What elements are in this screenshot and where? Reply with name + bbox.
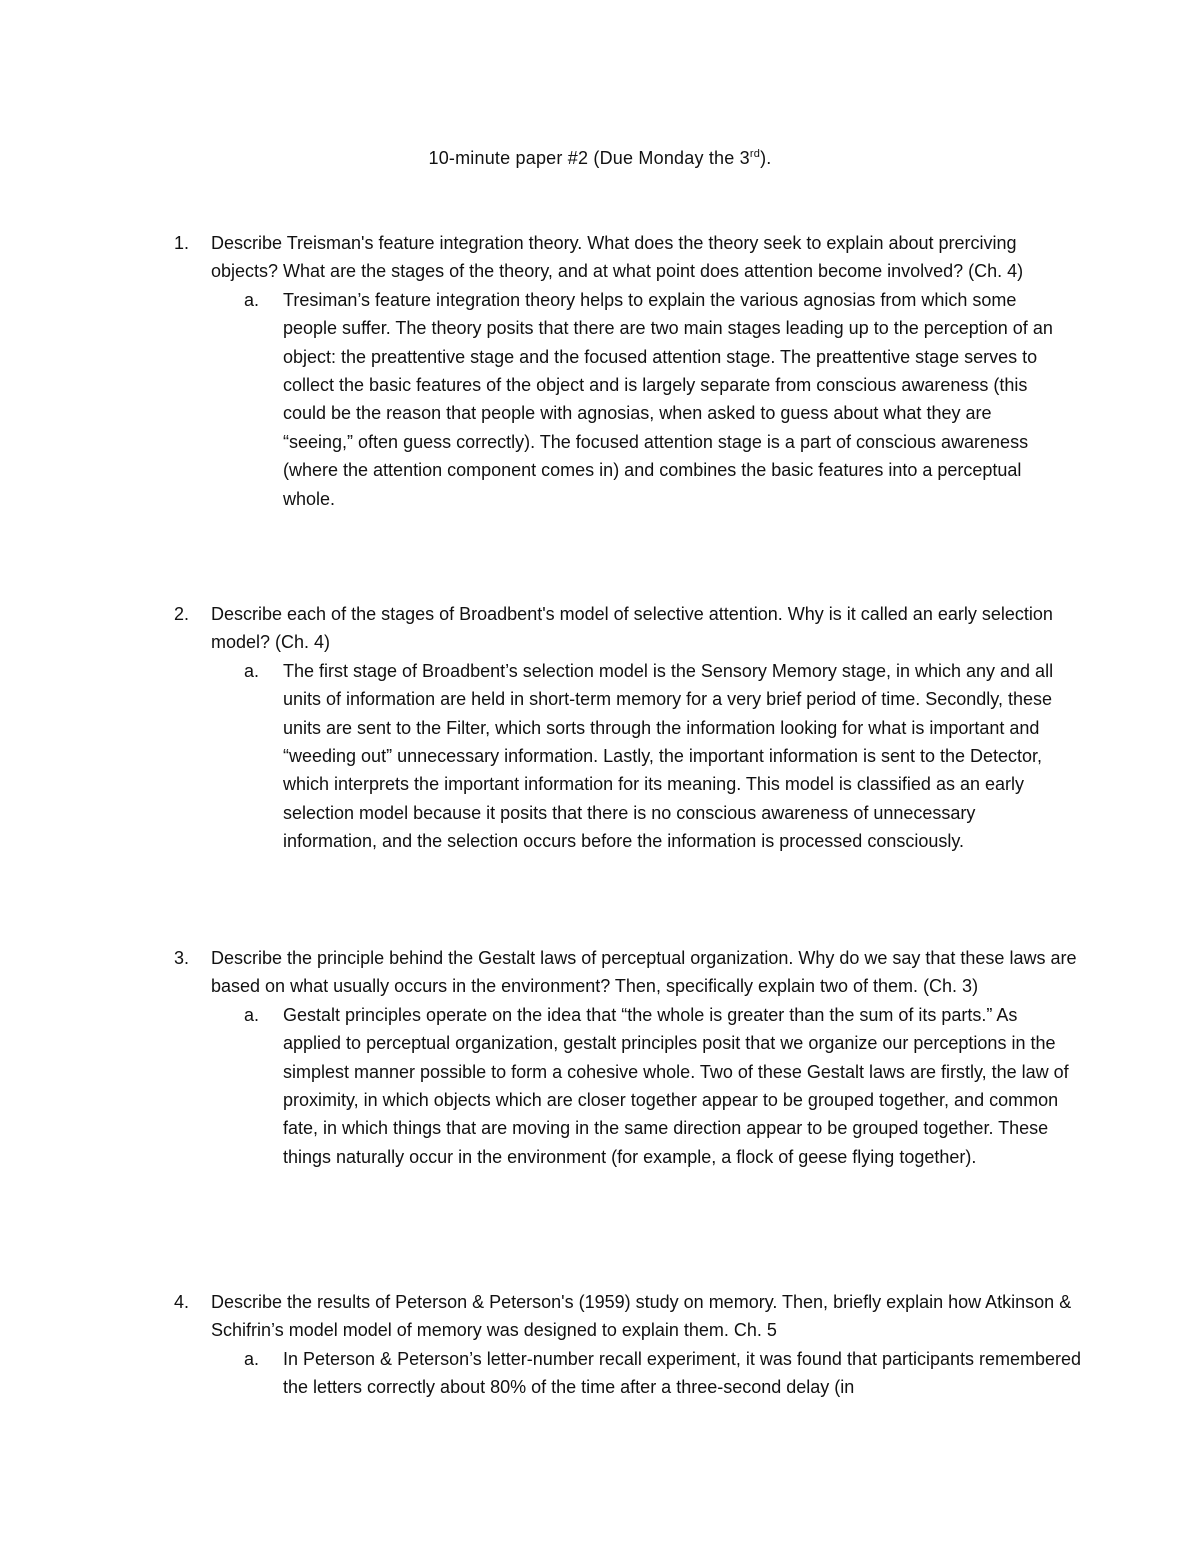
answer-text: Tresiman’s feature integration theory helps to explain the various agnosias from which some people suffer. The theory posits that there are two main stages leading up to the perception of an object: the preattentive stage and the focused attention stage. The preattentive stage serves to collect the basic features of the object and is largely separate from conscious awareness (this could be the reason that people with agnosias, when asked to guess about what they are “seeing,” often guess correctly). The focused attention stage is a part of conscious awareness (where the attention component comes in) and combines the basic features into a perceptual whole. <box>283 289 1053 509</box>
question-number: 1. <box>174 233 190 253</box>
question-number: 2. <box>174 604 190 624</box>
answer-3 <box>244 1001 1074 1171</box>
question-number: 3. <box>174 948 190 968</box>
answer-1 <box>244 286 1074 513</box>
question-4 <box>174 1288 1082 1402</box>
answer-2 <box>244 657 1074 856</box>
title-text: 10-minute paper #2 (Due Monday the 3 <box>428 148 750 168</box>
answer-text: Gestalt principles operate on the idea that “the whole is greater than the sum of its parts.” As applied to perceptual organization, gestalt principles posit that we organize our perceptions in the simplest manner possible to form a cohesive whole. Two of these Gestalt laws are firstly, the law of proximity, in which objects which are closer together appear to be grouped together, and common fate, in which things that are moving in the same direction appear to be grouped together. These things naturally occur in the environment (for example, a flock of geese flying together). <box>283 1004 1069 1167</box>
question-number: 4. <box>174 1292 190 1312</box>
title-suffix: ). <box>760 148 772 168</box>
question-3 <box>174 944 1077 1171</box>
answer-marker: a. <box>244 289 260 310</box>
paper-title <box>0 144 1200 172</box>
title-superscript: rd <box>749 148 761 160</box>
answer-4 <box>244 1345 1082 1402</box>
question-text: Describe the results of Peterson & Peterson's (1959) study on memory. Then, briefly explain how Atkinson & Schifrin’s model model of memory was designed to explain them. Ch. 5 <box>211 1292 1072 1341</box>
answer-marker: a. <box>244 660 260 681</box>
question-1 <box>174 229 1074 513</box>
question-text: Describe the principle behind the Gestalt laws of perceptual organization. Why do we say that these laws are based on what usually occurs in the environment? Then, specifically explain two of them. (Ch. 3) <box>211 948 1077 997</box>
answer-text: The first stage of Broadbent’s selection model is the Sensory Memory stage, in which any and all units of information are held in short-term memory for a very brief period of time. Secondly, these units are sent to the Filter, which sorts through the information looking for what is important and “weeding out” unnecessary information. Lastly, the important information is sent to the Detector, which interprets the important information for its meaning. This model is classified as an early selection model because it posits that there is no conscious awareness of unnecessary information, and the selection occurs before the information is processed consciously. <box>283 660 1054 852</box>
question-text: Describe Treisman's feature integration theory. What does the theory seek to explain about prerciving objects? What are the stages of the theory, and at what point does attention become involved? (Ch. 4) <box>211 233 1024 282</box>
answer-marker: a. <box>244 1004 260 1025</box>
question-2 <box>174 600 1074 856</box>
answer-text: In Peterson & Peterson’s letter-number recall experiment, it was found that participants remembered the letters correctly about 80% of the time after a three-second delay (in <box>283 1348 1082 1398</box>
question-text: Describe each of the stages of Broadbent's model of selective attention. Why is it called an early selection model? (Ch. 4) <box>211 604 1053 653</box>
answer-marker: a. <box>244 1348 260 1369</box>
